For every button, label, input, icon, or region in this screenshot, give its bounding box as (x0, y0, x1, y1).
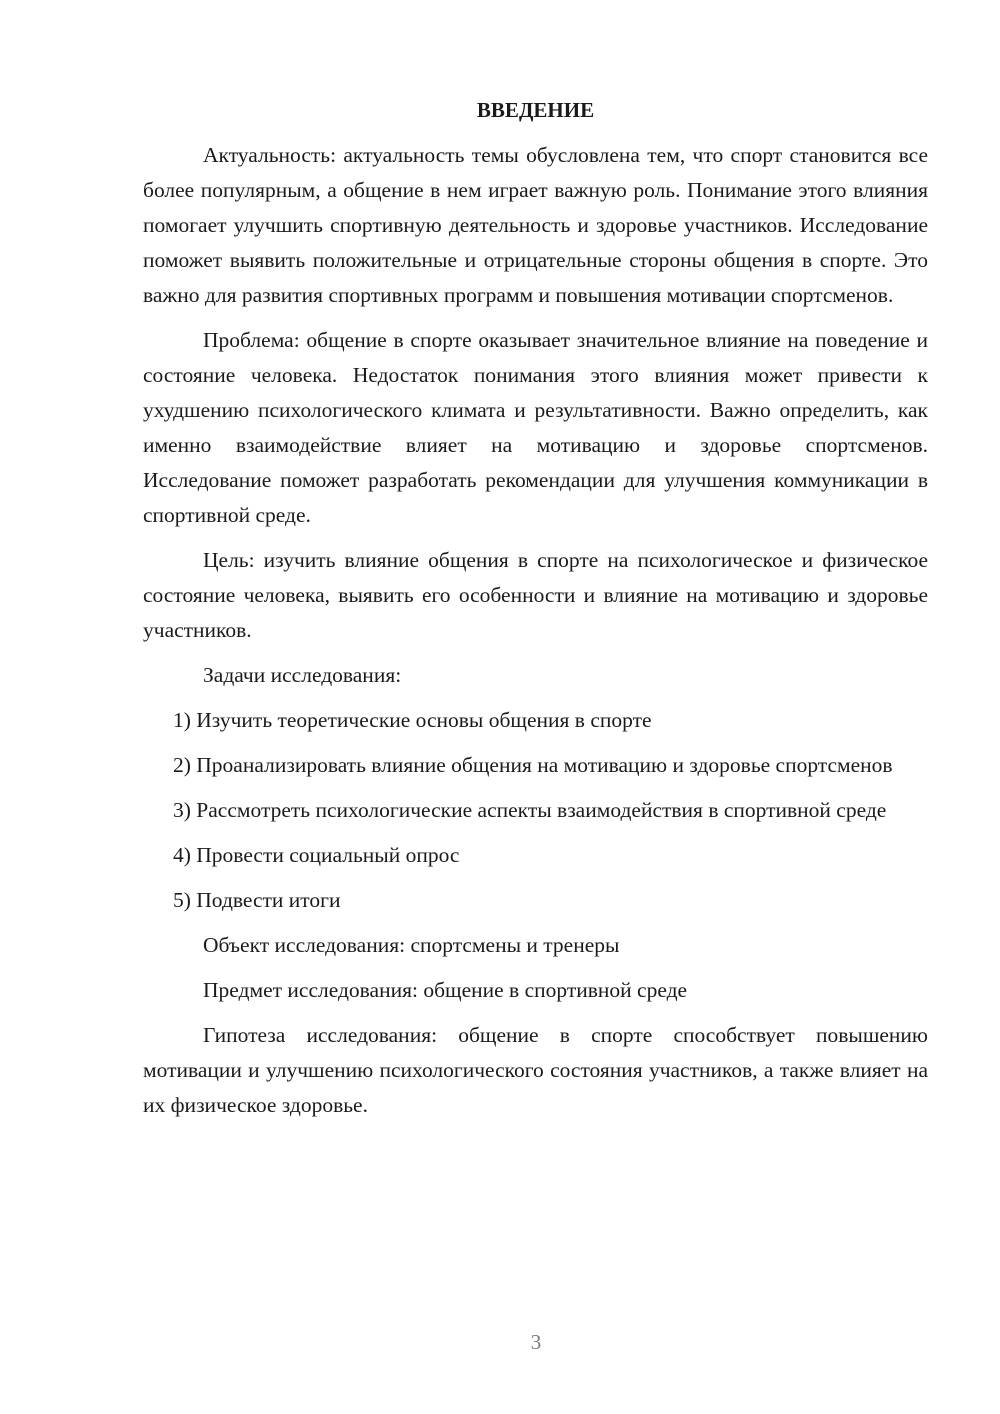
object-paragraph: Объект исследования: спортсмены и тренеры (203, 933, 620, 957)
document-page (143, 93, 928, 1133)
subject-paragraph: Предмет исследования: общение в спортивной среде (203, 978, 688, 1002)
goal-paragraph: Цель: изучить влияние общения в спорте на психологическое и физическое состояние человека, выявить его особенности и влияние на мотивацию и здоровье участников. (143, 548, 928, 642)
list-item: 4) Провести социальный опрос (173, 843, 460, 867)
tasks-heading: Задачи исследования: (203, 663, 402, 687)
relevance-paragraph: Актуальность: актуальность темы обусловлена тем, что спорт становится все более популярным, а общение в нем играет важную роль. Понимание этого влияния помогает улучшить спортивную деятельность и здоровье участников. Исследование поможет выявить положительные и отрицательные стороны общения в спорте. Это важно для развития спортивных программ и повышения мотивации спортсменов. (143, 143, 928, 307)
problem-paragraph: Проблема: общение в спорте оказывает значительное влияние на поведение и состояние человека. Недостаток понимания этого влияния может привести к ухудшению психологического климата и результативности. Важно определить, как именно взаимодействие влияет на мотивацию и здоровье спортсменов. Исследование поможет разработать рекомендации для улучшения коммуникации в спортивной среде. (143, 328, 928, 527)
list-item: 5) Подвести итоги (173, 888, 341, 912)
page-title: ВВЕДЕНИЕ (476, 98, 595, 122)
page-number: 3 (530, 1330, 542, 1354)
list-item: 3) Рассмотреть психологические аспекты взаимодействия в спортивной среде (173, 798, 887, 822)
hypothesis-paragraph: Гипотеза исследования: общение в спорте способствует повышению мотивации и улучшению психологического состояния участников, а также влияет на их физическое здоровье. (143, 1023, 928, 1117)
list-item: 2) Проанализировать влияние общения на мотивацию и здоровье спортсменов (173, 753, 893, 777)
list-item: 1) Изучить теоретические основы общения в спорте (173, 708, 652, 732)
